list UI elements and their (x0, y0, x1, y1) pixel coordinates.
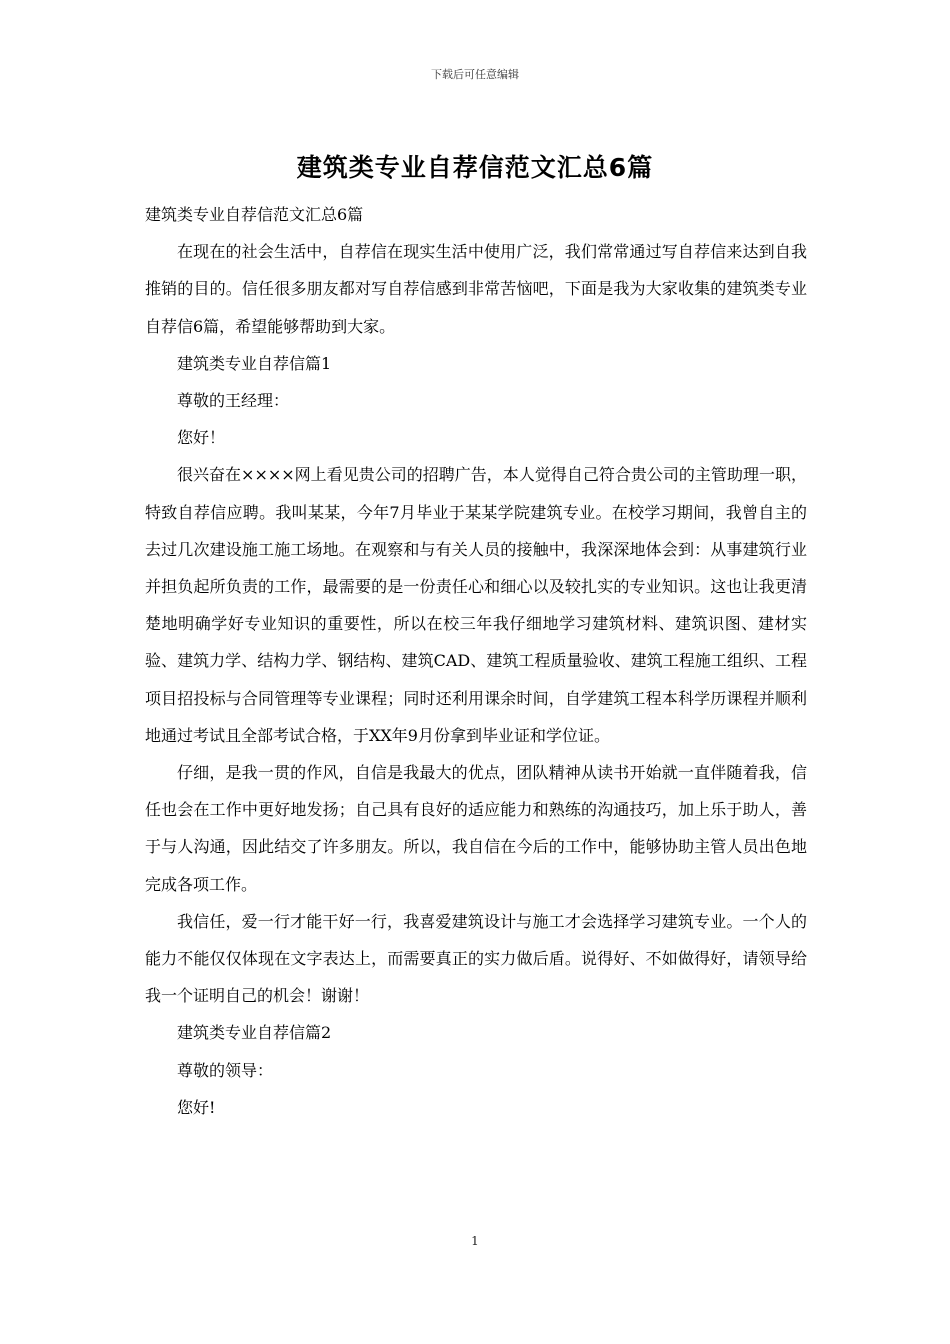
document-body (145, 196, 807, 1126)
intro-paragraph: 在现在的社会生活中，自荐信在现实生活中使用广泛，我们常常通过写自荐信来达到自我推销的目的。信任很多朋友都对写自荐信感到非常苦恼吧，下面是我为大家收集的建筑类专业自荐信6篇，希望能够帮助到大家。 (145, 242, 807, 336)
section-heading-letter-1: 建筑类专业自荐信篇1 (177, 353, 332, 373)
page-number: 1 (471, 1234, 479, 1248)
document-title: 建筑类专业自荐信范文汇总6篇 (296, 153, 654, 182)
salutation-paragraph: 尊敬的领导： (177, 1060, 274, 1080)
body-paragraph: 很兴奋在××××网上看见贵公司的招聘广告，本人觉得自己符合贵公司的主管助理一职，特致自荐信应聘。我叫某某，今年7月毕业于某某学院建筑专业。在校学习期间，我曾自主的去过几次建设施工施工场地。在观察和与有关人员的接触中，我深深地体会到：从事建筑行业并担负起所负责的工作，最需要的是一份责任心和细心以及较扎实的专业知识。这也让我更清楚地明确学好专业知识的重要性，所以在校三年我仔细地学习建筑材料、建筑识图、建材实验、建筑力学、结构力学、钢结构、建筑CAD、建筑工程质量验收、建筑工程施工组织、工程项目招投标与合同管理等专业课程；同时还利用课余时间，自学建筑工程本科学历课程并顺利地通过考试且全部考试合格，于XX年9月份拿到毕业证和学位证。 (145, 465, 807, 745)
body-paragraph: 我信任，爱一行才能干好一行，我喜爱建筑设计与施工才会选择学习建筑专业。一个人的能力不能仅仅体现在文字表达上，而需要真正的实力做后盾。说得好、不如做得好，请领导给我一个证明自己的机会！谢谢！ (145, 911, 807, 1006)
body-paragraph: 仔细，是我一贯的作风，自信是我最大的优点，团队精神从读书开始就一直伴随着我，信任也会在工作中更好地发扬；自己具有良好的适应能力和熟练的沟通技巧，加上乐于助人，善于与人沟通，因此结交了许多朋友。所以，我自信在今后的工作中，能够协助主管人员出色地完成各项工作。 (145, 763, 807, 894)
greeting-paragraph: 您好! (177, 1097, 216, 1117)
salutation-paragraph: 尊敬的王经理： (177, 391, 290, 411)
section-heading-letter-2: 建筑类专业自荐信篇2 (177, 1023, 332, 1043)
subtitle-paragraph: 建筑类专业自荐信范文汇总6篇 (145, 205, 364, 224)
page-header-note: 下载后可任意编辑 (431, 68, 519, 81)
greeting-paragraph: 您好！ (177, 428, 226, 448)
